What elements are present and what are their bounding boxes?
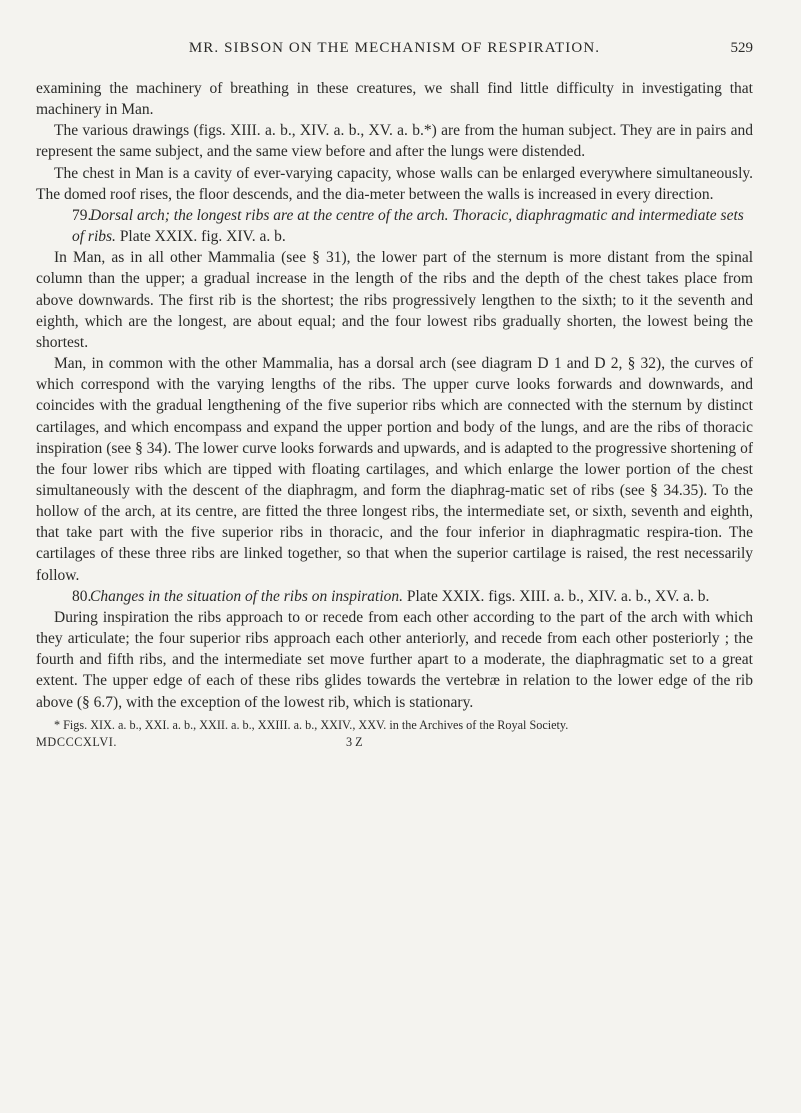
paragraph: In Man, as in all other Mammalia (see § 31), the lower part of the sternum is more distant from the spinal column than the upper; a gradual increase in the length of the ribs and the depth of the chest takes place from above downwards. The first rib is the shortest; the ribs progressively lengthen to the sixth; to it the seventh and eighth, which are the longest, are about equal; and the four lowest ribs gradually shorten, the lowest being the shortest. [36,249,753,351]
running-head [36,40,753,62]
page-number: 529 [730,40,753,56]
paragraph: During inspiration the ribs approach to or recede from each other according to the part of the arch with which they articulate; the four superior ribs approach each other anteriorly, and recede from each other posteriorly ; the fourth and fifth ribs, and the intermediate set move further apart to a moderate, the diaphragmatic set to a great extent. The upper edge of each of these ribs glides towards the vertebræ in relation to the lower edge of the rib above (§ 6.7), with the exception of the lowest rib, which is stationary. [36,608,753,711]
paragraph: examining the machinery of breathing in these creatures, we shall find little difficulty in investigating that machinery in Man. [36,80,753,119]
plate-reference: Plate XXIX. figs. XIII. a. b., XIV. a. b., XV. a. b. [406,587,710,605]
paragraph: Man, in common with the other Mammalia, has a dorsal arch (see diagram D 1 and D 2, § 32), the curves of which correspond with the varying lengths of the ribs. The upper curve looks forwards and downwards, and coincides with the gradual lengthening of the five superior ribs which are connected with the sternum by distinct cartilages, and which encompass and expand the upper portion and body of the lungs, and are the ribs of thoracic inspiration (see § 34). The lower curve looks forwards and upwards, and is adapted to the progressive shortening of the four lower ribs which are tipped with floating cartilages, and which enlarge the lower portion of the chest simultaneously with the descent of the diaphragm, and form the diaphrag-matic set of ribs (see § 34.35). To the hollow of the arch, at its centre, are fitted the three longest ribs, the intermediate set, or sixth, seventh and eighth, that take part with the five superior ribs in thoracic, and the four inferior in diaphragmatic respira-tion. The cartilages of these three ribs are linked together, so that when the superior cartilage is raised, the rest necessarily follow. [36,355,753,584]
body-text [36,78,753,750]
running-title: MR. SIBSON ON THE MECHANISM OF RESPIRATION. [188,40,601,56]
imprint [36,734,753,750]
section-number: 80. [72,587,92,605]
section-heading-80 [36,586,753,607]
section-title: Dorsal arch; the longest ribs are at the centre of the arch. Thoracic, diaphragmatic and intermediate sets of ribs. [72,206,744,246]
section-number: 79. [72,206,92,224]
paragraph: The chest in Man is a cavity of ever-varying capacity, whose walls can be enlarged everywhere simultaneously. The domed roof rises, the floor descends, and the dia-meter between the walls is increased in every direction. [36,164,753,203]
plate-reference: Plate XXIX. fig. XIV. a. b. [119,228,286,246]
section-heading-79 [36,205,753,247]
section-title: Changes in the situation of the ribs on inspiration. [90,587,404,605]
footnote: * Figs. XIX. a. b., XXI. a. b., XXII. a. b., XXIII. a. b., XXIV., XXV. in the Archives of the Royal Society. [54,717,569,732]
paragraph: The various drawings (figs. XIII. a. b., XIV. a. b., XV. a. b.*) are from the human subject. They are in pairs and represent the same subject, and the same view before and after the lungs were distended. [36,122,753,161]
imprint-year: MDCCCXLVI. [36,734,118,749]
signature-mark: 3 Z [346,734,363,749]
